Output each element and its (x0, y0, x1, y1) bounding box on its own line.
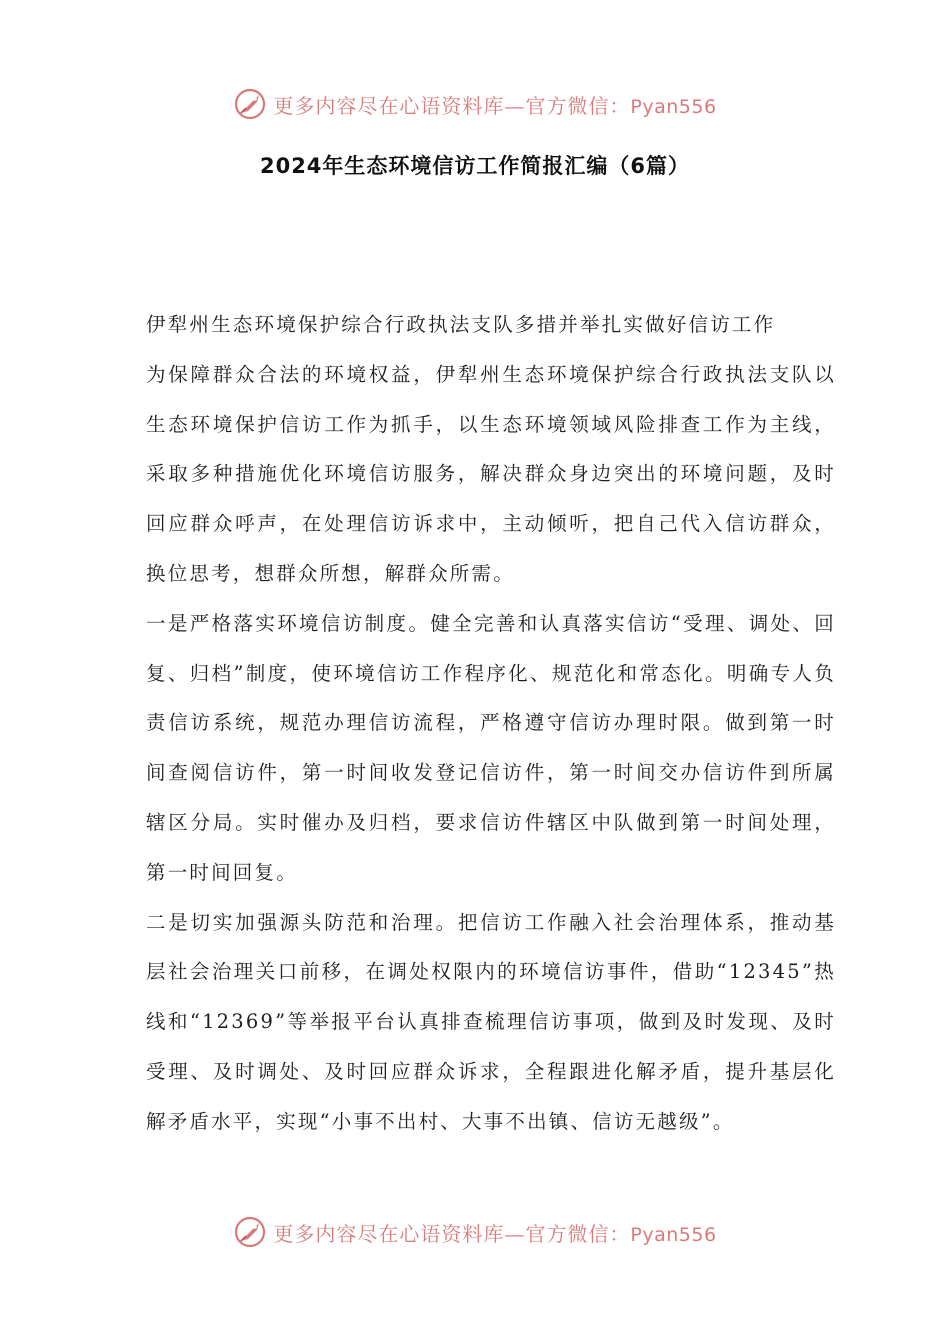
watermark-text: 更多内容尽在心语资料库—官方微信：Pyan556 (273, 93, 717, 118)
header-watermark (0, 84, 950, 124)
document-body (146, 300, 836, 1147)
wechat-id: Pyan556 (630, 1223, 717, 1246)
article-heading: 伊犁州生态环境保护综合行政执法支队多措并举扎实做好信访工作 (146, 313, 776, 336)
body-paragraph-point-1: 一是严格落实环境信访制度。健全完善和认真落实信访“受理、调处、回复、归档”制度，使环境信访工作程序化、规范化和常态化。明确专人负责信访系统，规范办理信访流程，严格遵守信访办理时限。做到第一时间查阅信访件，第一时间收发登记信访件，第一时间交办信访件到所属辖区分局。实时催办及归档，要求信访件辖区中队做到第一时间处理，第一时间回复。 (146, 611, 836, 884)
document-title: 2024年生态环境信访工作简报汇编（6篇） (259, 154, 691, 178)
watermark-text: 更多内容尽在心语资料库—官方微信：Pyan556 (273, 1221, 717, 1246)
wechat-id: Pyan556 (630, 95, 717, 118)
footer-watermark (0, 1212, 950, 1252)
quill-pen-circle-icon (233, 87, 267, 121)
body-paragraph-intro: 为保障群众合法的环境权益，伊犁州生态环境保护综合行政执法支队以生态环境保护信访工作为抓手，以生态环境领域风险排查工作为主线，采取多种措施优化环境信访服务，解决群众身边突出的环境问题，及时回应群众呼声，在处理信访诉求中，主动倾听，把自己代入信访群众，换位思考，想群众所想，解群众所需。 (146, 362, 836, 585)
quill-pen-circle-icon (233, 1215, 267, 1249)
body-paragraph-point-2: 二是切实加强源头防范和治理。把信访工作融入社会治理体系，推动基层社会治理关口前移，在调处权限内的环境信访事件，借助“12345”热线和“12369”等举报平台认真排查梳理信访事项，做到及时发现、及时受理、及时调处、及时回应群众诉求，全程跟进化解矛盾，提升基层化解矛盾水平，实现“小事不出村、大事不出镇、信访无越级”。 (146, 910, 836, 1133)
